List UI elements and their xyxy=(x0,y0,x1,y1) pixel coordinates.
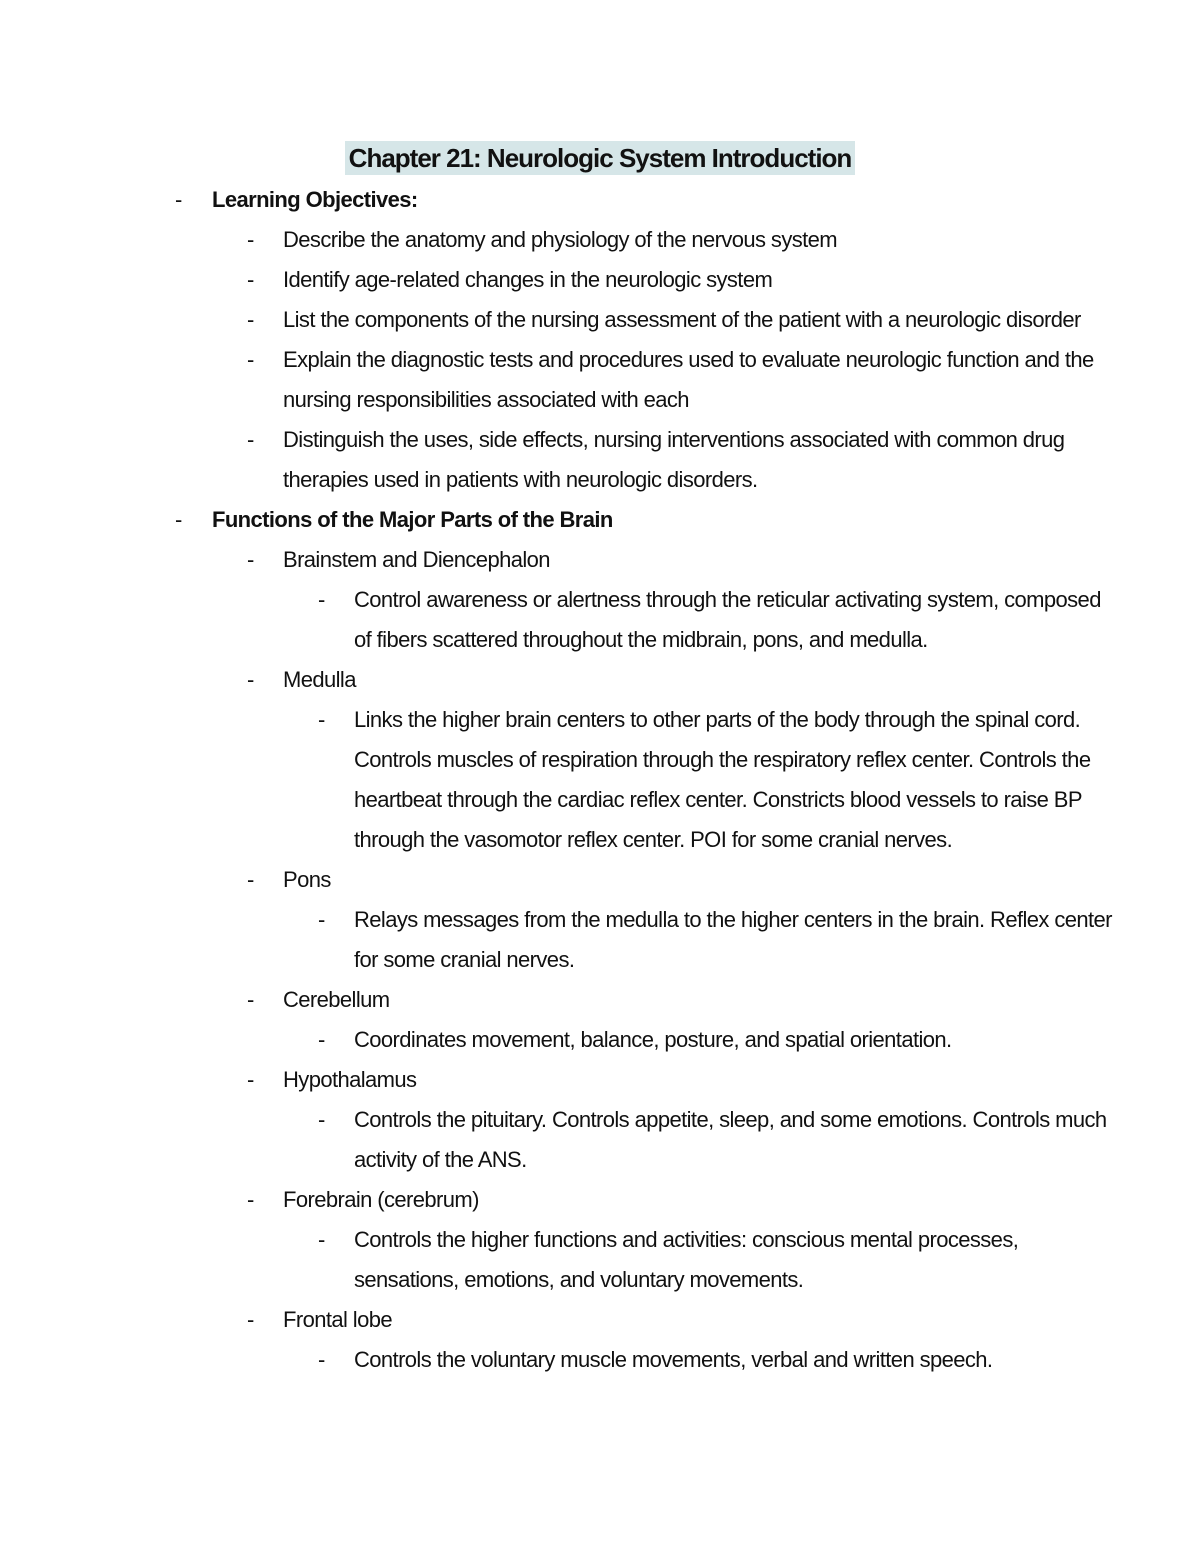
brain-part-detail-row xyxy=(0,1220,1200,1260)
brain-part-detail-continued xyxy=(0,740,1200,780)
objective-item xyxy=(0,220,1200,260)
section-heading-brain-functions xyxy=(0,500,1200,540)
brain-part-detail-row xyxy=(0,1340,1200,1380)
brain-part-detail: Relays messages from the medulla to the higher centers in the brain. Reflex center xyxy=(354,907,1112,932)
outline xyxy=(0,180,1200,1380)
brain-part-detail: Coordinates movement, balance, posture, and spatial orientation. xyxy=(354,1027,952,1052)
objective-line xyxy=(0,220,1200,260)
document-title-block xyxy=(0,140,1200,176)
brain-part-detail-row xyxy=(0,700,1200,740)
objective-text: List the components of the nursing assessment of the patient with a neurologic disorder xyxy=(283,307,1081,332)
section-heading-label: Functions of the Major Parts of the Brain xyxy=(212,507,613,532)
objective-item xyxy=(0,300,1200,340)
brain-part-detail: Control awareness or alertness through the reticular activating system, composed xyxy=(354,587,1101,612)
brain-part-name: Cerebellum xyxy=(283,987,390,1012)
brain-part-detail-continued xyxy=(0,1140,1200,1180)
section-heading-label: Learning Objectives: xyxy=(212,187,418,212)
objective-line xyxy=(0,260,1200,300)
brain-part-forebrain xyxy=(0,1180,1200,1300)
brain-part-detail-continued xyxy=(0,820,1200,860)
bullet-dash: - xyxy=(318,587,325,612)
brain-part-detail: through the vasomotor reflex center. POI for some cranial nerves. xyxy=(354,827,953,852)
brain-part-name-row xyxy=(0,540,1200,580)
brain-part-name: Hypothalamus xyxy=(283,1067,417,1092)
document-title: Chapter 21: Neurologic System Introduction xyxy=(345,141,856,175)
brain-part-detail: of fibers scattered throughout the midbrain, pons, and medulla. xyxy=(354,627,928,652)
brain-part-detail: heartbeat through the cardiac reflex center. Constricts blood vessels to raise BP xyxy=(354,787,1082,812)
brain-part-name-row xyxy=(0,980,1200,1020)
brain-part-brainstem xyxy=(0,540,1200,660)
bullet-dash: - xyxy=(318,1107,325,1132)
bullet-dash: - xyxy=(247,427,254,452)
bullet-dash: - xyxy=(247,267,254,292)
objective-line-continued xyxy=(0,460,1200,500)
bullet-dash: - xyxy=(247,347,254,372)
bullet-dash: - xyxy=(318,707,325,732)
bullet-dash: - xyxy=(247,987,254,1012)
brain-part-detail: Controls the pituitary. Controls appetite, sleep, and some emotions. Controls much xyxy=(354,1107,1107,1132)
bullet-dash: - xyxy=(318,1347,325,1372)
brain-part-detail-row xyxy=(0,1020,1200,1060)
objective-item xyxy=(0,340,1200,420)
objective-item xyxy=(0,420,1200,500)
brain-part-medulla xyxy=(0,660,1200,860)
section-heading-learning-objectives xyxy=(0,180,1200,220)
bullet-dash: - xyxy=(247,547,254,572)
bullet-dash: - xyxy=(175,187,182,212)
brain-part-name-row xyxy=(0,660,1200,700)
brain-part-name: Forebrain (cerebrum) xyxy=(283,1187,479,1212)
brain-part-name: Frontal lobe xyxy=(283,1307,392,1332)
objective-text: nursing responsibilities associated with each xyxy=(283,387,689,412)
bullet-dash: - xyxy=(318,907,325,932)
bullet-dash: - xyxy=(247,667,254,692)
bullet-dash: - xyxy=(247,1187,254,1212)
brain-part-detail: Controls the voluntary muscle movements, verbal and written speech. xyxy=(354,1347,993,1372)
brain-part-name: Brainstem and Diencephalon xyxy=(283,547,550,572)
brain-part-detail-row xyxy=(0,900,1200,940)
objective-line-continued xyxy=(0,380,1200,420)
bullet-dash: - xyxy=(247,1307,254,1332)
objective-line xyxy=(0,300,1200,340)
brain-part-pons xyxy=(0,860,1200,980)
objective-text: Describe the anatomy and physiology of the nervous system xyxy=(283,227,837,252)
brain-part-detail: Controls muscles of respiration through the respiratory reflex center. Controls the xyxy=(354,747,1091,772)
brain-part-detail: Controls the higher functions and activities: conscious mental processes, xyxy=(354,1227,1019,1252)
brain-part-detail-continued xyxy=(0,940,1200,980)
brain-part-name-row xyxy=(0,1300,1200,1340)
objective-line xyxy=(0,340,1200,380)
brain-part-hypothalamus xyxy=(0,1060,1200,1180)
objective-text: Identify age-related changes in the neurologic system xyxy=(283,267,773,292)
brain-part-detail: for some cranial nerves. xyxy=(354,947,575,972)
bullet-dash: - xyxy=(247,1067,254,1092)
brain-part-detail-continued xyxy=(0,620,1200,660)
objective-item xyxy=(0,260,1200,300)
bullet-dash: - xyxy=(318,1027,325,1052)
brain-part-detail: sensations, emotions, and voluntary movements. xyxy=(354,1267,804,1292)
brain-part-detail: Links the higher brain centers to other parts of the body through the spinal cord. xyxy=(354,707,1081,732)
brain-part-detail-row xyxy=(0,1100,1200,1140)
brain-part-detail-row xyxy=(0,580,1200,620)
bullet-dash: - xyxy=(247,307,254,332)
objective-text: Explain the diagnostic tests and procedures used to evaluate neurologic function and the xyxy=(283,347,1094,372)
brain-part-name-row xyxy=(0,1060,1200,1100)
objective-line xyxy=(0,420,1200,460)
bullet-dash: - xyxy=(175,507,182,532)
brain-part-frontal-lobe xyxy=(0,1300,1200,1380)
brain-part-cerebellum xyxy=(0,980,1200,1060)
bullet-dash: - xyxy=(247,867,254,892)
brain-part-detail-continued xyxy=(0,780,1200,820)
bullet-dash: - xyxy=(318,1227,325,1252)
bullet-dash: - xyxy=(247,227,254,252)
brain-part-name: Medulla xyxy=(283,667,356,692)
brain-part-detail-continued xyxy=(0,1260,1200,1300)
brain-part-name-row xyxy=(0,860,1200,900)
objective-text: Distinguish the uses, side effects, nursing interventions associated with common drug xyxy=(283,427,1065,452)
brain-part-name: Pons xyxy=(283,867,331,892)
objective-text: therapies used in patients with neurologic disorders. xyxy=(283,467,758,492)
brain-part-name-row xyxy=(0,1180,1200,1220)
brain-part-detail: activity of the ANS. xyxy=(354,1147,527,1172)
